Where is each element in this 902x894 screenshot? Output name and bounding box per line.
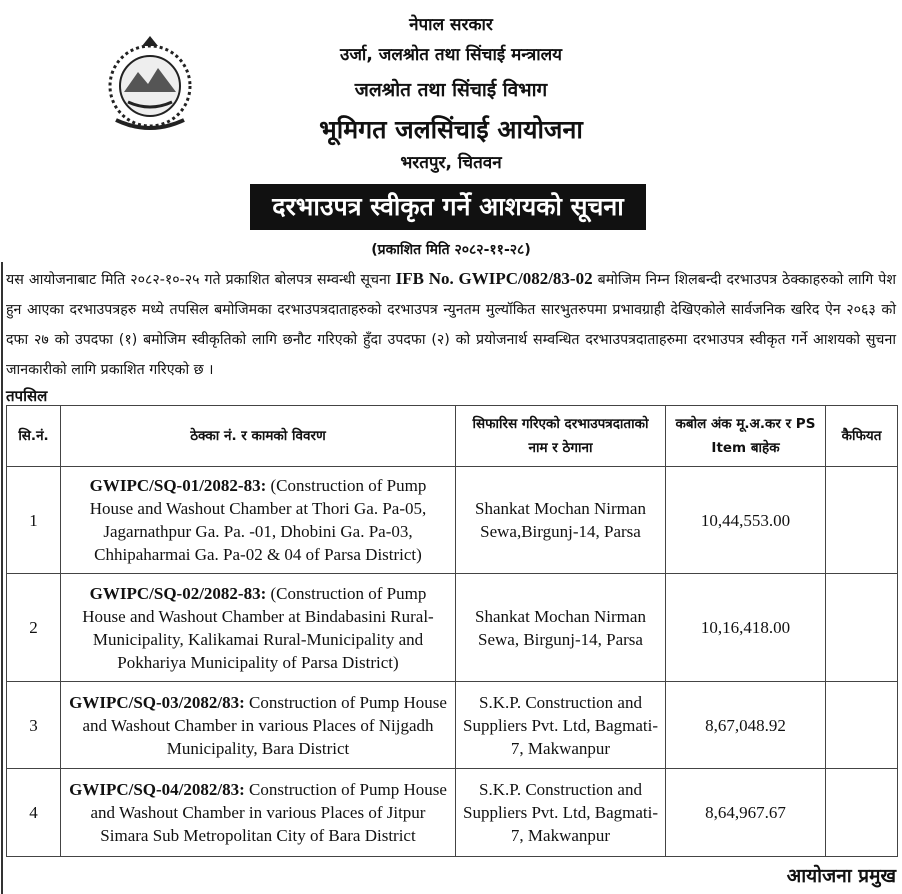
cell-contract (61, 467, 456, 574)
bid-table (6, 405, 898, 857)
col-header-amount: कबोल अंक मू.अ.कर र PS Item बाहेक (666, 406, 826, 467)
table-row (7, 574, 898, 682)
contract-code: GWIPC/SQ-01/2082-83: (89, 476, 267, 495)
cell-contract (61, 574, 456, 682)
cell-remarks (826, 682, 898, 769)
header-line-project: भूमिगत जलसिंचाई आयोजना (319, 115, 583, 144)
header-line-government: नेपाल सरकार (409, 15, 493, 35)
cell-remarks (826, 769, 898, 857)
project-chief-signature-label: आयोजना प्रमुख (786, 865, 896, 887)
table-row (7, 769, 898, 857)
col-header-bidder: सिफारिस गरिएको दरभाउपत्रदाताको नाम र ठेगाना (456, 406, 666, 467)
cell-bidder: Shankat Mochan Nirman Sewa, Birgunj-14, Parsa (456, 574, 666, 682)
cell-contract (61, 682, 456, 769)
ifb-number: IFB No. GWIPC/082/83-02 (395, 269, 593, 288)
notice-title-banner: दरभाउपत्र स्वीकृत गर्ने आशयको सूचना (250, 184, 646, 230)
cell-amount: 10,16,418.00 (666, 574, 826, 682)
contract-desc: Construction of Pump House and Washout Chamber in various Places of Jitpur Simara Sub Metropolitan City of Bara District (90, 780, 447, 845)
paragraph-text-1: यस आयोजनाबाट मिति २०८२-१०-२५ गते प्रकाशित बोलपत्र सम्वन्धी सूचना (6, 272, 396, 288)
cell-bidder: S.K.P. Construction and Suppliers Pvt. Ltd, Bagmati-7, Makwanpur (456, 769, 666, 857)
contract-desc: (Construction of Pump House and Washout Chamber at Bindabasini Rural-Municipality, Kalikamai Rural-Municipality and Pokhariya Municipality of Parsa District) (82, 583, 434, 672)
published-date: (प्रकाशित मिति २०८२-११-२८) (371, 242, 531, 258)
contract-code: GWIPC/SQ-04/2082/83: (69, 780, 245, 799)
cell-bidder: Shankat Mochan Nirman Sewa,Birgunj-14, Parsa (456, 467, 666, 574)
col-header-remarks: कैफियत (826, 406, 898, 467)
left-border (1, 262, 3, 894)
cell-amount: 8,67,048.92 (666, 682, 826, 769)
col-header-contract: ठेक्का नं. र कामको विवरण (61, 406, 456, 467)
table-header-row (7, 406, 898, 467)
cell-remarks (826, 467, 898, 574)
cell-amount: 8,64,967.67 (666, 769, 826, 857)
cell-amount: 10,44,553.00 (666, 467, 826, 574)
cell-sn: 1 (7, 467, 61, 574)
cell-sn: 3 (7, 682, 61, 769)
cell-sn: 4 (7, 769, 61, 857)
tapasil-heading: तपसिल (6, 387, 48, 405)
cell-contract (61, 769, 456, 857)
cell-remarks (826, 574, 898, 682)
table-row (7, 467, 898, 574)
cell-sn: 2 (7, 574, 61, 682)
header-line-department: जलश्रोत तथा सिंचाई विभाग (354, 79, 548, 101)
contract-desc: Construction of Pump House and Washout Chamber in various Places of Nijgadh Municipality, Bara District (82, 692, 447, 758)
table-row (7, 682, 898, 769)
col-header-sn: सि.नं. (7, 406, 61, 467)
header-line-location: भरतपुर, चितवन (400, 153, 502, 173)
header-line-ministry: उर्जा, जलश्रोत तथा सिंचाई मन्त्रालय (340, 45, 562, 65)
contract-desc: (Construction of Pump House and Washout Chamber at Thori Ga. Pa-05, Jagarnathpur Ga. Pa. -01, Dhobini Ga. Pa-03, Chhipaharmai Ga. Pa-02 & 04 of Parsa District) (89, 476, 427, 564)
notice-paragraph (6, 264, 896, 407)
paragraph-text-2: बमोजिम निम्न शिलबन्दी दरभाउपत्र ठेक्काहरुको लागि पेश हुन आएका दरभाउपत्रहरु मध्ये तपसिल बमोजिमका दरभाउपत्रदाताहरुको दरभाउपत्र न्युनतम मुल्यॉकित सारभुतरुपमा प्रभावग्राही देखिएकोले सार्वजनिक खरिद ऐन २०६३ को दफा २७ को उपदफा (१) बमोजिम स्वीकृतिको लागि छनौट गरिएको हुँदा उपदफा (२) को प्रयोजनार्थ सम्वन्धित दरभाउपत्रदाताहरुमा दरभाउपत्र स्वीकृत गर्ने आशयको सुचना जानकारीको लागि प्रकाशित गरिएको छ । (6, 272, 896, 378)
contract-code: GWIPC/SQ-02/2082-83: (89, 583, 267, 603)
cell-bidder: S.K.P. Construction and Suppliers Pvt. Ltd, Bagmati-7, Makwanpur (456, 682, 666, 769)
contract-code: GWIPC/SQ-03/2082/83: (69, 692, 245, 712)
